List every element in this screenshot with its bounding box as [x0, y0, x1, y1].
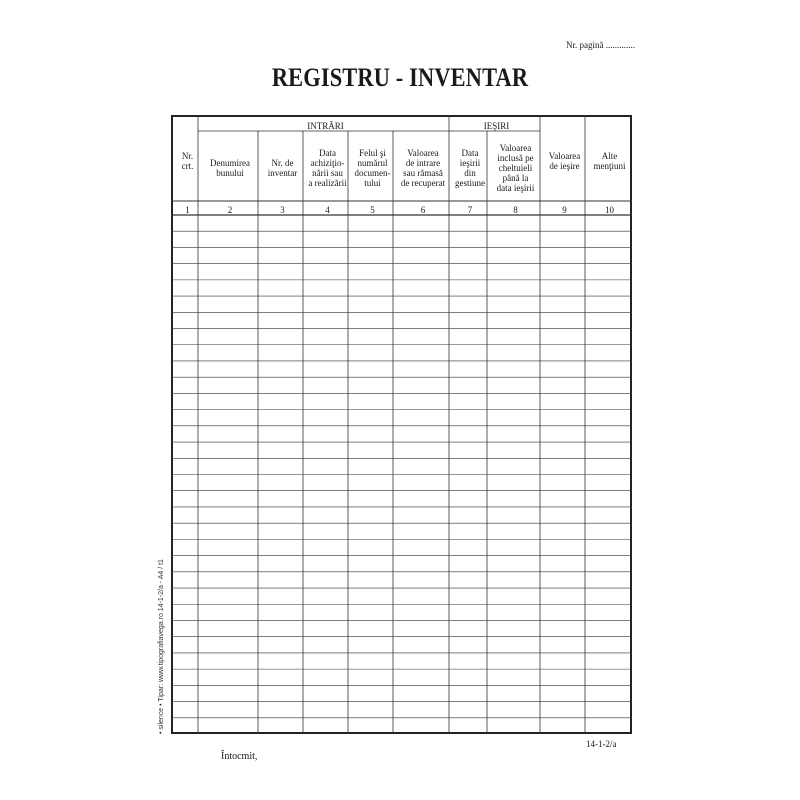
column-header-exit-value — [542, 119, 587, 203]
inventory-register-table — [171, 115, 632, 734]
column-number: 4 — [325, 205, 330, 215]
column-number: 1 — [185, 205, 190, 215]
column-number: 2 — [227, 205, 233, 215]
column-header-label: Valoarea inclusă pe cheltuieli până la data ieşirii — [496, 143, 535, 193]
printer-imprint: • silence • Tipar: www.tipografiavega.ro 14-1-2/a - A4 / t1 — [158, 559, 165, 734]
column-header-label: Alte menţiuni — [593, 151, 626, 171]
column-header-exit-date — [451, 133, 489, 203]
column-header-nr-crt — [175, 119, 200, 203]
column-header-label: Denumirea bunului — [210, 158, 250, 178]
column-header-inventory-no — [260, 133, 305, 203]
column-header-item-name — [200, 133, 260, 203]
group-header-entries — [200, 119, 451, 133]
column-header-entry-value — [395, 133, 451, 203]
group-header-exits — [451, 119, 542, 133]
group-header-entries-label: INTRĂRI — [307, 121, 344, 131]
column-header-label: Data ieşirii din gestiune — [455, 148, 485, 188]
column-header-label: Valoarea de intrare sau rămasă de recuperat — [400, 148, 446, 188]
column-number: 3 — [280, 205, 285, 215]
column-header-label: Felul şi numărul documen- tului — [354, 148, 391, 188]
column-number: 9 — [562, 205, 567, 215]
column-header-document — [350, 133, 395, 203]
group-header-exits-label: IEŞIRI — [483, 121, 510, 131]
column-number: 6 — [420, 205, 426, 215]
form-code: 14-1-2/a — [586, 739, 617, 749]
signature-label: Întocmit, — [221, 751, 258, 762]
column-number: 5 — [370, 205, 375, 215]
column-header-other-notes — [587, 119, 632, 203]
column-header-label: Valoarea de ieşire — [548, 151, 581, 171]
column-header-label: Data achiziţio- nării sau a realizării — [308, 148, 347, 188]
page-title: REGISTRU - INVENTAR — [271, 63, 529, 92]
column-header-acquisition-date — [305, 133, 350, 203]
column-header-expensed-value — [489, 133, 542, 203]
page-number-field: Nr. pagină ............. — [566, 40, 635, 50]
column-number: 7 — [467, 205, 473, 215]
column-number: 8 — [513, 205, 518, 215]
column-header-label: Nr. crt. — [181, 151, 194, 171]
column-number: 10 — [605, 205, 614, 215]
column-header-label: Nr. de inventar — [267, 158, 298, 178]
